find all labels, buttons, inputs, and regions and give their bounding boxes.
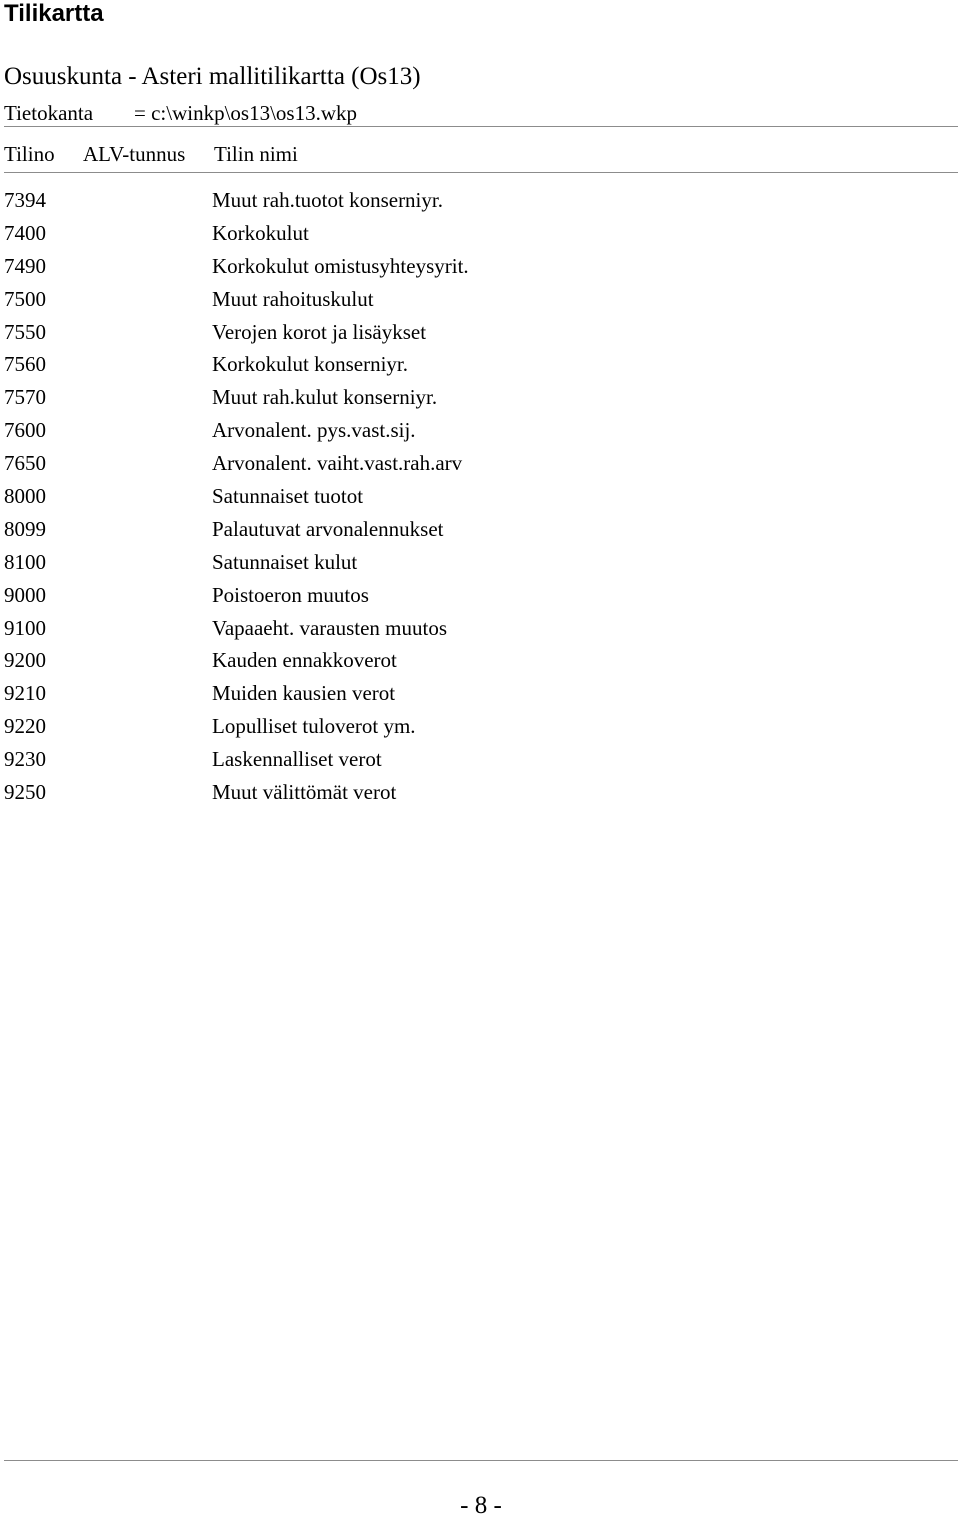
account-row bbox=[4, 548, 954, 581]
account-row bbox=[4, 350, 954, 383]
account-row bbox=[4, 482, 954, 515]
company-name: Osuuskunta - Asteri mallitilikartta (Os13) bbox=[4, 63, 421, 90]
account-row bbox=[4, 252, 954, 285]
account-row bbox=[4, 219, 954, 252]
header-divider bbox=[4, 172, 958, 173]
account-name: Verojen korot ja lisäykset bbox=[212, 319, 427, 344]
account-name: Muiden kausien verot bbox=[212, 681, 396, 706]
account-number: 7560 bbox=[4, 352, 46, 377]
account-number: 7550 bbox=[4, 319, 46, 344]
footer-divider bbox=[4, 1460, 958, 1461]
account-number: 9000 bbox=[4, 582, 46, 607]
database-path: = c:\winkp\os13\os13.wkp bbox=[134, 101, 358, 125]
account-name: Korkokulut bbox=[212, 220, 309, 245]
account-name: Muut rahoituskulut bbox=[212, 286, 374, 311]
account-row bbox=[4, 745, 954, 778]
account-number: 9230 bbox=[4, 747, 46, 772]
account-number: 9250 bbox=[4, 780, 46, 805]
account-number: 7650 bbox=[4, 451, 46, 476]
account-number: 8000 bbox=[4, 484, 46, 509]
account-row bbox=[4, 778, 954, 811]
account-name: Laskennalliset verot bbox=[212, 747, 382, 772]
column-header-account-number: Tilino bbox=[4, 142, 55, 166]
column-header-account-name: Tilin nimi bbox=[214, 142, 298, 166]
account-number: 7490 bbox=[4, 253, 46, 278]
account-name: Muut välittömät verot bbox=[212, 780, 397, 805]
document-title: Tilikartta bbox=[4, 0, 104, 27]
account-name: Arvonalent. vaiht.vast.rah.arv bbox=[212, 451, 463, 476]
database-label: Tietokanta bbox=[4, 101, 94, 125]
database-info bbox=[4, 99, 357, 127]
account-name: Satunnaiset kulut bbox=[212, 549, 358, 574]
column-header-vat-code: ALV-tunnus bbox=[83, 142, 186, 166]
account-number: 9210 bbox=[4, 681, 46, 706]
account-number: 9100 bbox=[4, 615, 46, 640]
account-name: Muut rah.tuotot konserniyr. bbox=[212, 188, 443, 212]
account-number: 7394 bbox=[4, 188, 46, 212]
account-number: 7500 bbox=[4, 286, 46, 311]
account-row bbox=[4, 416, 954, 449]
account-list bbox=[4, 186, 954, 811]
account-number: 9220 bbox=[4, 714, 46, 739]
account-name: Palautuvat arvonalennukset bbox=[212, 516, 444, 541]
account-number: 8100 bbox=[4, 549, 46, 574]
account-number: 7600 bbox=[4, 418, 46, 443]
account-name: Kauden ennakkoverot bbox=[212, 648, 397, 673]
account-row bbox=[4, 679, 954, 712]
account-number: 9200 bbox=[4, 648, 46, 673]
account-row bbox=[4, 581, 954, 614]
account-row bbox=[4, 712, 954, 745]
account-name: Korkokulut omistusyhteysyrit. bbox=[212, 253, 469, 278]
account-name: Vapaaeht. varausten muutos bbox=[212, 615, 448, 640]
account-row bbox=[4, 449, 954, 482]
top-divider bbox=[4, 126, 958, 127]
account-number: 8099 bbox=[4, 516, 46, 541]
account-row bbox=[4, 318, 954, 351]
account-number: 7400 bbox=[4, 220, 46, 245]
page-number: - 8 - bbox=[460, 1492, 502, 1519]
account-number: 7570 bbox=[4, 385, 46, 410]
account-name: Satunnaiset tuotot bbox=[212, 484, 364, 509]
account-row bbox=[4, 383, 954, 416]
account-row bbox=[4, 186, 954, 219]
account-row bbox=[4, 515, 954, 548]
account-row bbox=[4, 285, 954, 318]
account-name: Arvonalent. pys.vast.sij. bbox=[212, 418, 416, 443]
account-name: Poistoeron muutos bbox=[212, 582, 369, 607]
account-row bbox=[4, 646, 954, 679]
account-row bbox=[4, 614, 954, 647]
account-name: Korkokulut konserniyr. bbox=[212, 352, 408, 377]
account-name: Lopulliset tuloverot ym. bbox=[212, 714, 416, 739]
account-name: Muut rah.kulut konserniyr. bbox=[212, 385, 438, 410]
